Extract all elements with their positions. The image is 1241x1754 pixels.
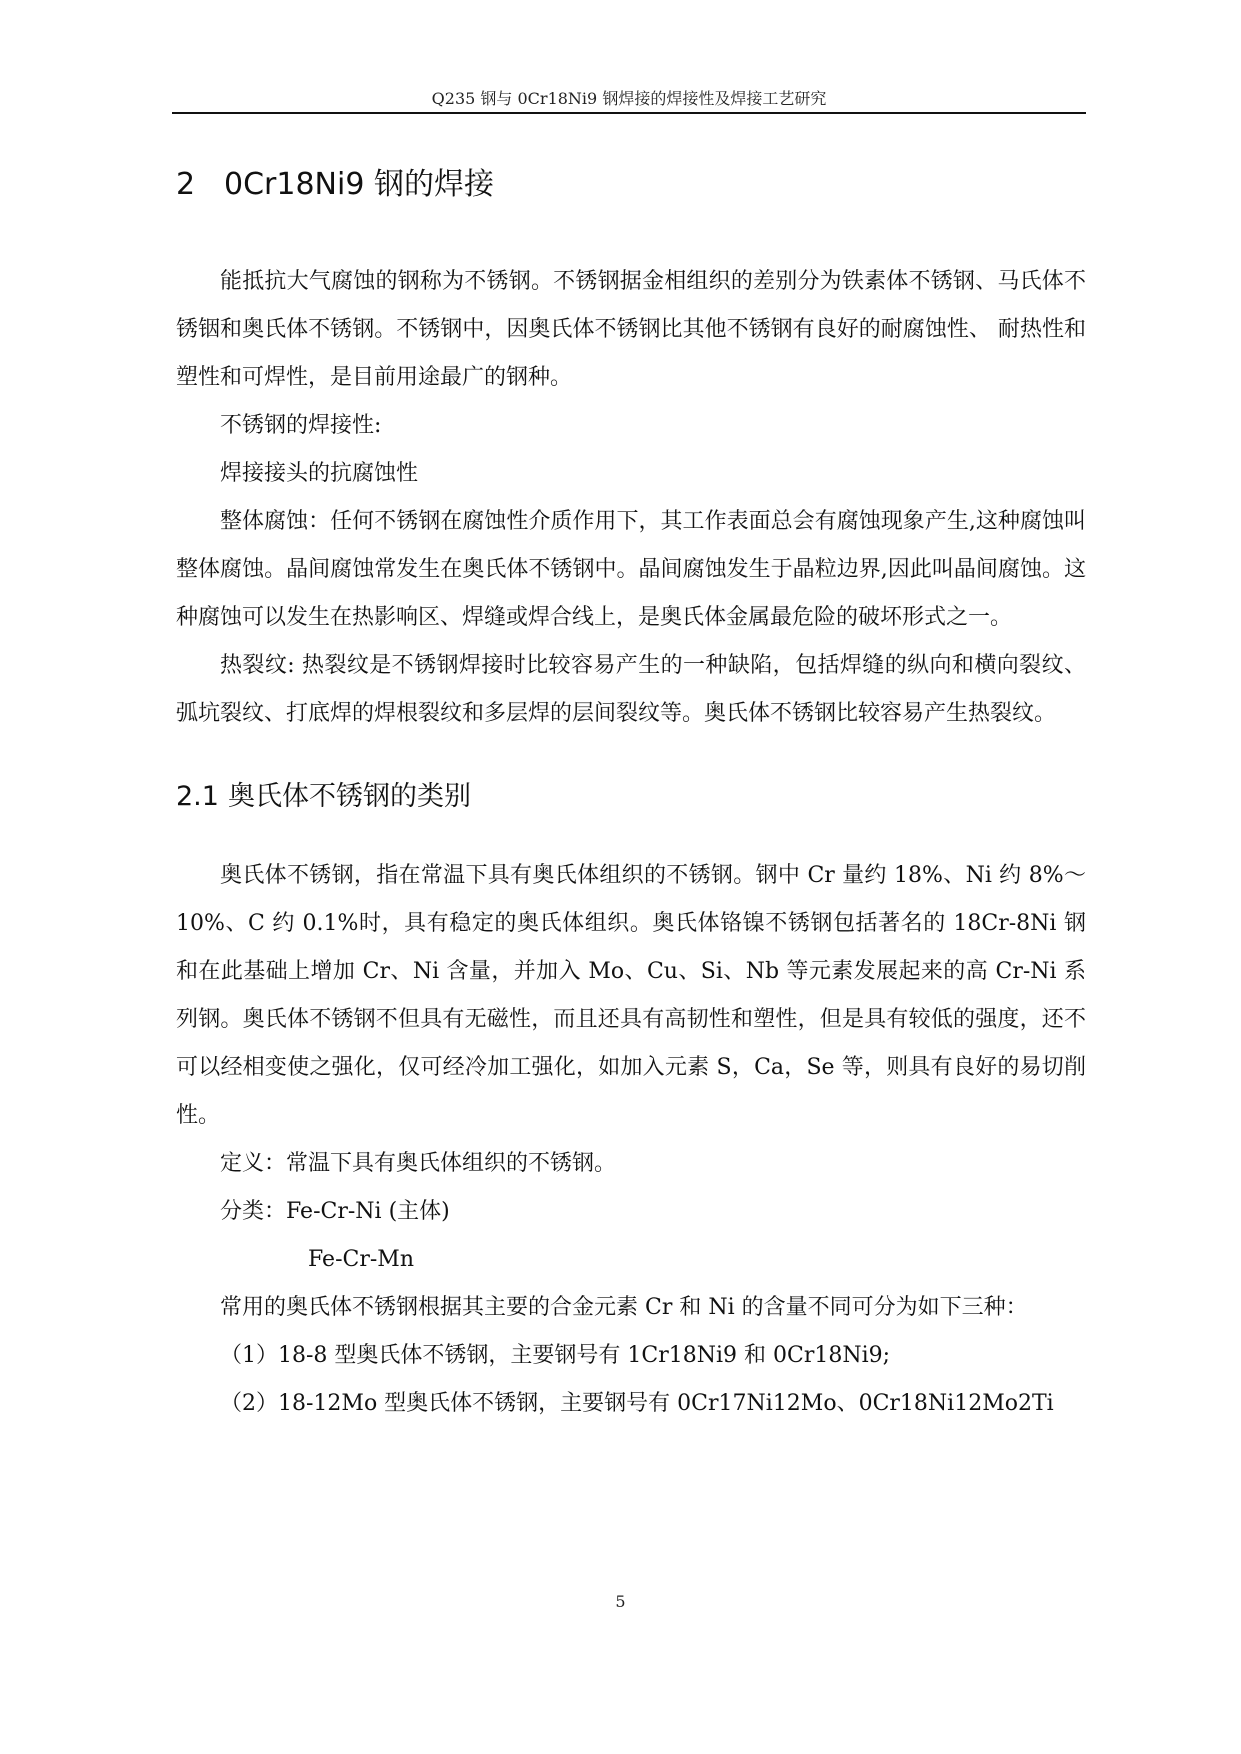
section-number: 2 (176, 167, 196, 202)
page-number: 5 (615, 1592, 626, 1611)
paragraph: 常用的奥氏体不锈钢根据其主要的合金元素 Cr 和 Ni 的含量不同可分为如下三种： (220, 1295, 1028, 1320)
section-heading (176, 160, 1086, 210)
subsection-heading (176, 772, 1086, 822)
paragraph: 定义：常温下具有奥氏体组织的不锈钢。 (220, 1151, 617, 1176)
header-rule (172, 112, 1086, 114)
paragraph: 整体腐蚀：任何不锈钢在腐蚀性介质作用下，其工作表面总会有腐蚀现象产生,这种腐蚀叫整体腐蚀。晶间腐蚀常发生在奥氏体不锈钢中。晶间腐蚀发生于晶粒边界,因此叫晶间腐蚀。这种腐蚀可以发生在热影响区、焊缝或焊合线上，是奥氏体金属最危险的破坏形式之一。 (176, 509, 1086, 630)
paragraph: 焊接接头的抗腐蚀性 (220, 461, 419, 486)
paragraph: 热裂纹: 热裂纹是不锈钢焊接时比较容易产生的一种缺陷，包括焊缝的纵向和横向裂纹、弧坑裂纹、打底焊的焊根裂纹和多层焊的层间裂纹等。奥氏体不锈钢比较容易产生热裂纹。 (176, 653, 1086, 726)
subsection-number: 2.1 (176, 781, 219, 812)
running-header: Q235 钢与 0Cr18Ni9 钢焊接的焊接性及焊接工艺研究 (431, 89, 827, 108)
list-item: （2）18-12Mo 型奥氏体不锈钢，主要钢号有 0Cr17Ni12Mo、0Cr18Ni12Mo2Ti (220, 1391, 1054, 1416)
paragraph: 不锈钢的焊接性: (220, 413, 382, 438)
spacer (176, 738, 1086, 772)
spacer (176, 210, 1086, 258)
paragraph: 分类：Fe-Cr-Ni (主体) (220, 1199, 450, 1224)
section-title: 0Cr18Ni9 钢的焊接 (224, 167, 494, 202)
list-item: （1）18-8 型奥氏体不锈钢，主要钢号有 1Cr18Ni9 和 0Cr18Ni9; (220, 1343, 891, 1368)
subsection-title: 奥氏体不锈钢的类别 (228, 781, 471, 812)
paragraph: 奥氏体不锈钢，指在常温下具有奥氏体组织的不锈钢。钢中 Cr 量约 18%、Ni 约 8%～10%、C 约 0.1%时，具有稳定的奥氏体组织。奥氏体铬镍不锈钢包括著名的 18Cr-8Ni 钢和在此基础上增加 Cr、Ni 含量，并加入 Mo、Cu、Si、Nb 等元素发展起来的高 Cr-Ni 系列钢。奥氏体不锈钢不但具有无磁性，而且还具有高韧性和塑性，但是具有较低的强度，还不可以经相变使之强化，仅可经冷加工强化，如加入元素 S，Ca，Se 等，则具有良好的易切削性。 (176, 863, 1086, 1128)
page-content (176, 160, 1086, 1428)
paragraph: 能抵抗大气腐蚀的钢称为不锈钢。不锈钢据金相组织的差别分为铁素体不锈钢、马氏体不锈铟和奥氏体不锈钢。不锈钢中，因奥氏体不锈钢比其他不锈钢有良好的耐腐蚀性、 耐热性和塑性和可焊性，是目前用途最广的钢种。 (176, 269, 1086, 390)
classification-continuation: Fe-Cr-Mn (308, 1247, 414, 1272)
spacer (176, 822, 1086, 852)
